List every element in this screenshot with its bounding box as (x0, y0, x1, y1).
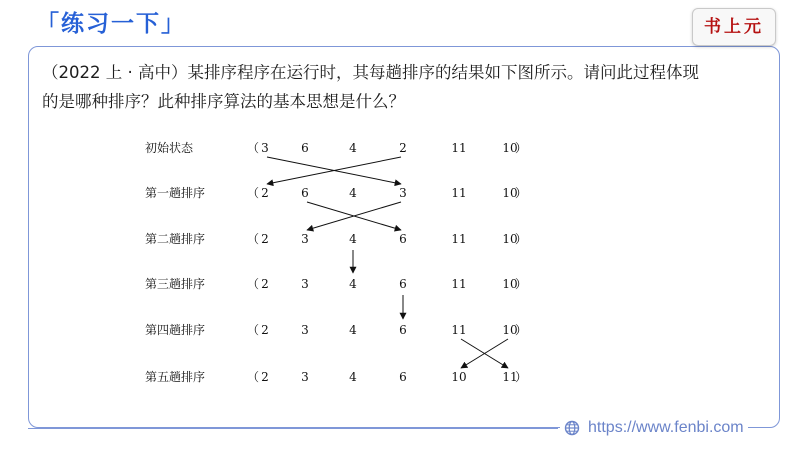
sequence-value: 4 (349, 277, 357, 291)
open-paren: （ (246, 323, 260, 337)
row-label: 第五趟排序 (145, 370, 206, 384)
sequence-value: 10 (502, 186, 518, 200)
sequence-value: 11 (502, 370, 518, 384)
sequence-value: 11 (451, 141, 467, 155)
sequence-value: 6 (399, 323, 407, 337)
section-title: 「练习一下」 (30, 7, 192, 41)
sequence-value: 3 (301, 277, 309, 291)
row-label: 第四趟排序 (145, 323, 206, 337)
close-paren: ） (514, 186, 528, 200)
sequence-value: 2 (261, 370, 269, 384)
sequence-value: 6 (301, 186, 309, 200)
sequence-value: 2 (261, 277, 269, 291)
sequence-value: 3 (301, 232, 309, 246)
footer-link[interactable] (560, 416, 748, 440)
row-label: 第一趟排序 (145, 186, 206, 200)
sequence-value: 4 (349, 186, 357, 200)
open-paren: （ (246, 141, 260, 155)
sequence-value: 2 (261, 232, 269, 246)
sequence-value: 2 (261, 323, 269, 337)
sequence-value: 6 (399, 232, 407, 246)
sequence-value: 3 (301, 323, 309, 337)
sequence-value: 4 (349, 141, 357, 155)
question-line-1: （2022 上 · 高中）某排序程序在运行时，其每趟排序的结果如下图所示。请问此过程体现 (42, 63, 699, 82)
sequence-value: 3 (301, 370, 309, 384)
row-label: 第三趟排序 (145, 277, 206, 291)
sequence-value: 10 (451, 370, 467, 384)
globe-icon (564, 420, 580, 436)
sequence-value: 2 (399, 141, 407, 155)
sequence-value: 11 (451, 186, 467, 200)
brand-badge: 书上元 (692, 8, 776, 46)
sequence-value: 2 (261, 186, 269, 200)
sequence-value: 10 (502, 323, 518, 337)
sequence-value: 10 (502, 141, 518, 155)
open-paren: （ (246, 370, 260, 384)
close-paren: ） (514, 232, 528, 246)
question-line-2: 的是哪种排序？此种排序算法的基本思想是什么？ (42, 92, 405, 111)
sequence-value: 11 (451, 277, 467, 291)
sequence-value: 4 (349, 232, 357, 246)
sequence-value: 6 (301, 141, 309, 155)
close-paren: ） (514, 141, 528, 155)
sequence-value: 10 (502, 232, 518, 246)
sequence-value: 10 (502, 277, 518, 291)
sequence-value: 4 (349, 323, 357, 337)
sequence-value: 6 (399, 277, 407, 291)
open-paren: （ (246, 186, 260, 200)
close-paren: ） (514, 323, 528, 337)
close-paren: ） (514, 370, 528, 384)
sequence-value: 6 (399, 370, 407, 384)
sequence-value: 11 (451, 232, 467, 246)
sequence-value: 3 (399, 186, 407, 200)
row-label: 初始状态 (145, 141, 194, 155)
sequence-value: 11 (451, 323, 467, 337)
footer-divider (28, 428, 558, 429)
footer-url[interactable]: https://www.fenbi.com (588, 419, 744, 436)
open-paren: （ (246, 232, 260, 246)
open-paren: （ (246, 277, 260, 291)
row-label: 第二趟排序 (145, 232, 206, 246)
sequence-value: 3 (261, 141, 269, 155)
close-paren: ） (514, 277, 528, 291)
sequence-value: 4 (349, 370, 357, 384)
